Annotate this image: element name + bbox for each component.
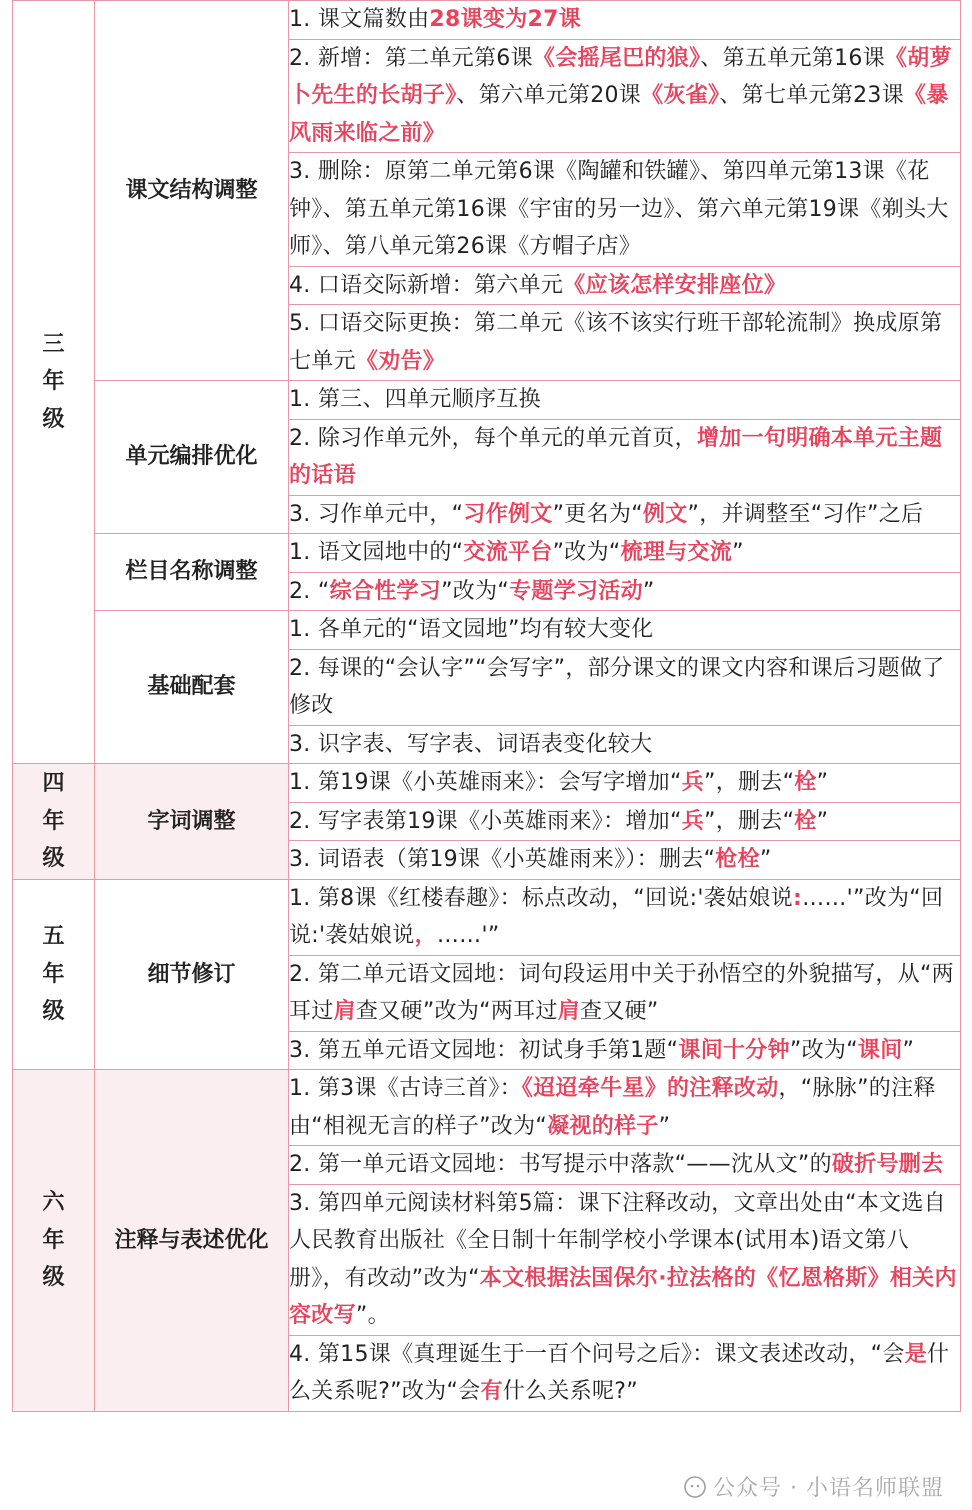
highlight-text: 本文根据法国保尔·拉法格的《忆恩格斯》相关内容改写 — [289, 1265, 957, 1328]
highlight-text: 肩 — [333, 999, 356, 1024]
item-text: 3. 习作单元中，“ — [289, 501, 464, 527]
change-item — [289, 381, 961, 420]
item-text: 1. 第3课《古诗三首》： — [289, 1076, 522, 1101]
table-row — [13, 381, 961, 420]
change-item — [289, 955, 961, 1031]
table-row — [13, 764, 961, 803]
changes-table-body — [13, 1, 961, 1412]
highlight-text: : — [792, 885, 803, 911]
highlight-text: 《会摇尾巴的狼》 — [532, 45, 701, 71]
change-item — [289, 879, 961, 955]
change-item — [289, 1146, 961, 1185]
change-item — [289, 764, 961, 803]
grade-char: 五 — [42, 924, 65, 949]
grade-cell — [13, 879, 95, 1070]
grade-char: 级 — [42, 1265, 65, 1290]
change-item — [289, 305, 961, 381]
highlight-text: 有 — [480, 1379, 503, 1404]
item-text: ” — [816, 770, 829, 795]
highlight-text: 课间十分钟 — [678, 1037, 790, 1063]
highlight-text: 专题学习活动 — [509, 578, 643, 604]
item-text: ” — [658, 1113, 671, 1139]
item-text: 5. 口语交际更换：第二单元《该不该实行班干部轮流制》换成原第七单元 — [289, 311, 943, 374]
category-cell: 单元编排优化 — [95, 381, 289, 534]
item-text: 4. 第15课《真理诞生于一百个问号之后》：课文表述改动，“会 — [289, 1341, 905, 1367]
item-text: 1. 课文篇数由 — [289, 7, 430, 32]
item-text: ”。 — [355, 1303, 390, 1328]
change-item — [289, 611, 961, 650]
item-text: 1. 语文园地中的“ — [289, 540, 464, 565]
change-item — [289, 419, 961, 495]
highlight-text: 《迢迢牵牛星》的注释改动 — [521, 1076, 779, 1101]
grade-char: 年 — [42, 369, 65, 395]
highlight-text: 28课变为27课 — [429, 7, 582, 32]
item-text: 查又硬”改为“两耳过 — [355, 999, 558, 1024]
change-item — [289, 266, 961, 305]
change-item — [289, 495, 961, 534]
grade-char: 级 — [42, 406, 65, 432]
item-text: 什么关系呢?” — [502, 1379, 638, 1404]
item-text: 3. 删除：原第二单元第6课《陶罐和铁罐》、第四单元第13课《花钟》、第五单元第16课《宇宙的另一边》、第六单元第19课《剃头大师》、第八单元第26课《方帽子店》 — [289, 159, 949, 259]
watermark-text: 公众号 · 小语名师联盟 — [713, 1476, 944, 1501]
highlight-text: 肩 — [557, 999, 581, 1024]
change-item — [289, 649, 961, 725]
item-text: ” — [642, 578, 655, 604]
item-text: ”更名为“ — [552, 501, 643, 527]
item-text: 2. 写字表第19课《小英雄雨来》：增加“ — [289, 808, 682, 834]
change-item — [289, 572, 961, 611]
item-text: 、第五单元第16课 — [700, 45, 885, 71]
change-item — [289, 1335, 961, 1411]
highlight-text: 破折号删去 — [831, 1152, 944, 1177]
grade-cell — [13, 1, 95, 764]
item-text: ……'” — [436, 923, 500, 948]
item-text: ……'”改为“回说:'袭姑娘说 — [289, 885, 944, 948]
highlight-text: 课间 — [857, 1037, 903, 1063]
item-text: ”，并调整至“习作”之后 — [687, 501, 924, 527]
item-text: 3. 第五单元语文园地：初试身手第1题“ — [289, 1037, 679, 1063]
highlight-text: 栓 — [794, 770, 817, 795]
item-text: 2. 除习作单元外，每个单元的单元首页， — [289, 425, 697, 451]
item-text: 查又硬” — [580, 999, 659, 1024]
item-text: ” — [816, 808, 829, 834]
grade-char: 四 — [42, 771, 65, 796]
change-item — [289, 534, 961, 573]
change-item — [289, 841, 961, 880]
item-text: 2. 新增：第二单元第6课 — [289, 45, 533, 71]
highlight-text: 凝视的样子 — [547, 1113, 659, 1139]
item-text: 、第六单元第20课 — [456, 83, 642, 108]
category-cell: 字词调整 — [95, 764, 289, 880]
grade-char: 三 — [42, 331, 65, 357]
item-text: ”改为“ — [552, 540, 621, 565]
highlight-text: 《应该怎样安排座位》 — [563, 272, 787, 298]
change-item — [289, 153, 961, 267]
item-text: 、第七单元第23课 — [719, 83, 905, 108]
highlight-text: 兵 — [681, 808, 704, 834]
grade-cell — [13, 1070, 95, 1412]
category-cell: 细节修订 — [95, 879, 289, 1070]
category-cell: 注释与表述优化 — [95, 1070, 289, 1412]
changes-table — [12, 0, 961, 1412]
watermark — [683, 1471, 944, 1502]
highlight-text: 兵 — [681, 770, 704, 795]
item-text: 4. 口语交际新增：第六单元 — [289, 272, 564, 298]
highlight-text: 《胡萝卜先生的长胡子》 — [289, 45, 952, 108]
item-text: 什么关系呢?”改为“会 — [289, 1341, 950, 1404]
wechat-icon — [683, 1475, 707, 1499]
item-text: ，“脉脉”的注释由“相视无言的样子”改为“ — [289, 1076, 936, 1139]
highlight-text: 习作例文 — [463, 501, 553, 527]
highlight-text: ， — [414, 923, 437, 948]
highlight-text: 《灰雀》 — [641, 83, 720, 108]
grade-char: 年 — [42, 808, 65, 834]
item-text: 2. 每课的“会认字”“会写字”，部分课文的课文内容和课后习题做了修改 — [289, 655, 945, 718]
item-text: 1. 第8课《红楼春趣》：标点改动，“回说:'袭姑娘说 — [289, 885, 793, 911]
highlight-text: 梳理与交流 — [620, 540, 733, 565]
highlight-text: 栓 — [794, 808, 817, 834]
item-text: 3. 词语表（第19课《小英雄雨来》）：删去“ — [289, 847, 716, 872]
item-text: 1. 第19课《小英雄雨来》：会写字增加“ — [289, 770, 682, 795]
item-text: ”，删去“ — [704, 808, 795, 834]
item-text: 2. 第二单元语文园地：词句段运用中关于孙悟空的外貌描写，从“两耳过 — [289, 961, 954, 1024]
highlight-text: 交流平台 — [463, 540, 553, 565]
change-item — [289, 1, 961, 40]
item-text: 1. 第三、四单元顺序互换 — [289, 387, 541, 412]
highlight-text: 例文 — [642, 501, 688, 527]
table-row — [13, 611, 961, 650]
change-item — [289, 802, 961, 841]
category-cell: 栏目名称调整 — [95, 534, 289, 611]
highlight-text: 《劝告》 — [355, 348, 446, 374]
highlight-text: 枪栓 — [715, 847, 760, 872]
category-cell: 课文结构调整 — [95, 1, 289, 381]
category-cell: 基础配套 — [95, 611, 289, 764]
highlight-text: 是 — [904, 1341, 927, 1367]
grade-char: 年 — [42, 1227, 65, 1253]
item-text: ”改为“ — [789, 1037, 858, 1063]
highlight-text: 增加一句明确本单元主题的话语 — [289, 425, 943, 488]
item-text: 2. 第一单元语文园地：书写提示中落款“——沈从文”的 — [289, 1152, 832, 1177]
item-text: ” — [732, 540, 744, 565]
table-row — [13, 1, 961, 40]
table-row — [13, 534, 961, 573]
change-item — [289, 1184, 961, 1335]
grade-char: 级 — [42, 999, 65, 1024]
item-text: 1. 各单元的“语文园地”均有较大变化 — [289, 617, 654, 642]
change-item — [289, 39, 961, 153]
change-item — [289, 1070, 961, 1146]
change-item — [289, 725, 961, 764]
item-text: 2. “ — [289, 578, 330, 604]
grade-cell — [13, 764, 95, 880]
table-row — [13, 879, 961, 955]
item-text: ” — [902, 1037, 915, 1063]
highlight-text: 《暴风雨来临之前》 — [289, 83, 949, 146]
item-text: ” — [759, 847, 772, 872]
table-row — [13, 1070, 961, 1146]
item-text: 3. 第四单元阅读材料第5篇：课下注释改动，文章出处由“本文选自人民教育出版社《全日制十年制学校小学课本(试用本)语文第八册》，有改动”改为“ — [289, 1190, 946, 1291]
item-text: 3. 识字表、写字表、词语表变化较大 — [289, 731, 653, 757]
highlight-text: 综合性学习 — [329, 578, 442, 604]
item-text: ”改为“ — [441, 578, 510, 604]
grade-char: 级 — [42, 846, 65, 871]
grade-char: 六 — [42, 1190, 65, 1215]
change-item — [289, 1031, 961, 1070]
grade-char: 年 — [42, 961, 65, 987]
item-text: ”，删去“ — [704, 770, 795, 795]
